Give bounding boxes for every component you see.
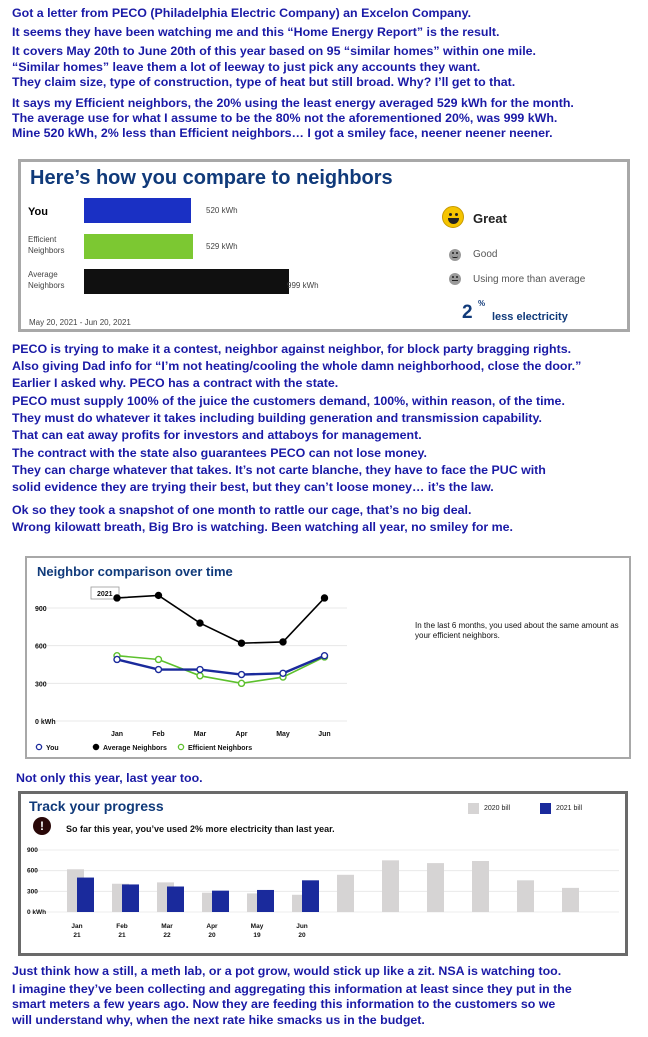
- y-tick-label: 600: [27, 867, 38, 875]
- data-point: [197, 620, 203, 626]
- x-tick-label: 20: [208, 932, 216, 939]
- x-tick-label: Apr: [206, 923, 218, 930]
- row-label-average: [28, 269, 64, 291]
- data-point: [197, 667, 203, 673]
- data-point: [156, 592, 162, 598]
- y-tick-label: 600: [35, 643, 47, 651]
- bar-2021: [212, 891, 229, 912]
- data-point: [280, 670, 286, 676]
- x-tick-label: May: [276, 731, 290, 738]
- percent-value: 2: [462, 302, 473, 323]
- bar-2021: [77, 878, 94, 912]
- time-comparison-card: [25, 556, 631, 759]
- data-point: [114, 595, 120, 601]
- label-line: Neighbors: [28, 246, 65, 255]
- legend-marker: [178, 744, 183, 749]
- date-range: May 20, 2021 - Jun 20, 2021: [29, 318, 131, 327]
- progress-message: So far this year, you’ve used 2% more electricity than last year.: [66, 824, 335, 834]
- x-tick-label: May: [250, 923, 264, 930]
- between-text: [16, 771, 646, 786]
- x-tick-label: Mar: [161, 923, 173, 930]
- outro-text: [12, 964, 642, 1028]
- y-tick-label: 300: [27, 888, 38, 896]
- data-point: [156, 656, 162, 662]
- data-point: [197, 673, 203, 679]
- x-tick-label: Feb: [116, 923, 128, 930]
- bar-efficient-neighbors: [84, 234, 193, 259]
- rating-over: Using more than average: [473, 274, 586, 285]
- intro-line: They claim size, type of construction, type of heat but still broad. Why? I’ll get to that.: [12, 74, 516, 89]
- middle-line: Wrong kilowatt breath, Big Bro is watching. Been watching all year, no smiley for me.: [12, 520, 514, 535]
- legend-marker: [36, 744, 41, 749]
- series-line-average-neighbors: [117, 595, 325, 643]
- legend-label: Average Neighbors: [103, 745, 167, 752]
- year-label: 2021: [97, 591, 113, 598]
- value-you: 520 kWh: [206, 206, 238, 215]
- y-tick-label: 300: [35, 681, 47, 689]
- bar-you: [84, 198, 191, 223]
- bar-2021: [257, 890, 274, 912]
- between-line: Not only this year, last year too.: [16, 771, 203, 785]
- compare-card: [18, 159, 630, 332]
- time-chart-title: Neighbor comparison over time: [37, 564, 233, 579]
- progress-card: [18, 791, 628, 956]
- y-tick-label: 0 kWh: [27, 909, 47, 916]
- middle-text: [12, 342, 642, 535]
- middle-line: PECO is trying to make it a contest, neighbor against neighbor, for block party bragging rights.: [12, 342, 572, 356]
- data-point: [239, 640, 245, 646]
- bar-2020: [472, 861, 489, 912]
- middle-line: Earlier I asked why. PECO has a contract with the state.: [12, 376, 339, 391]
- legend-marker: [93, 744, 98, 749]
- bar-2020: [562, 888, 579, 912]
- x-tick-label: 20: [298, 932, 306, 939]
- label-line: Average: [28, 270, 58, 279]
- intro-line: It seems they have been watching me and this “Home Energy Report” is the result.: [12, 25, 500, 40]
- intro-text: [12, 6, 642, 142]
- x-tick-label: 22: [163, 932, 171, 939]
- x-tick-label: Jun: [296, 923, 308, 930]
- rating-good: Good: [473, 249, 498, 260]
- bar-2021: [167, 887, 184, 912]
- value-average: 999 kWh: [287, 281, 319, 290]
- alert-icon: !: [33, 817, 51, 835]
- x-tick-label: Jun: [318, 731, 331, 738]
- bar-2021: [122, 884, 139, 912]
- percent-text: less electricity: [492, 311, 568, 323]
- middle-line: They can charge whatever that takes. It’s not carte blanche, they have to face the PUC with: [12, 463, 546, 478]
- data-point: [322, 653, 328, 659]
- frown-icon: [449, 273, 461, 285]
- data-point: [280, 639, 286, 645]
- data-point: [156, 667, 162, 673]
- bar-2020: [427, 863, 444, 912]
- x-tick-label: Feb: [152, 731, 165, 738]
- smiley-good-icon: [449, 249, 461, 261]
- intro-line: “Similar homes” leave them a lot of leeway to just pick any accounts they want.: [12, 59, 481, 74]
- x-tick-label: Jan: [110, 731, 124, 738]
- y-tick-label: 900: [35, 606, 47, 613]
- middle-line: They must do whatever it takes including building generation and transmission capability.: [12, 410, 542, 425]
- progress-title: Track your progress: [29, 798, 164, 814]
- x-tick-label: Jan: [71, 923, 83, 930]
- intro-line: It says my Efficient neighbors, the 20% using the least energy averaged 529 kWh for the month.: [12, 96, 574, 111]
- y-tick-label: 900: [27, 847, 38, 854]
- outro-line: smart meters a few years ago. Now they are feeding this information to the customers so we: [12, 997, 556, 1012]
- outro-line: will understand why, when the next rate hike smacks us in the budget.: [12, 1012, 425, 1027]
- legend-2021: 2021 bill: [556, 805, 583, 812]
- smiley-great-icon: [442, 206, 464, 228]
- legend-label: You: [46, 745, 59, 752]
- row-label-efficient: [28, 234, 64, 256]
- label-line: Neighbors: [28, 281, 65, 290]
- intro-line: The average use for what I assume to be the 80% not the aforementioned 20%, was 999 kWh.: [12, 111, 558, 126]
- middle-line: PECO must supply 100% of the juice the customers demand, 100%, within reason, of the time.: [12, 393, 565, 408]
- bar-2021: [302, 880, 319, 912]
- middle-line: Also giving Dad info for “I’m not heating/cooling the whole damn neighborhood, close the door.”: [12, 359, 582, 374]
- bar-average-neighbors: [84, 269, 289, 294]
- x-tick-label: 19: [253, 932, 261, 939]
- legend-2020: 2020 bill: [484, 805, 511, 812]
- x-tick-label: 21: [73, 932, 81, 939]
- row-label-you: You: [28, 206, 48, 218]
- progress-bar-chart: [21, 794, 625, 953]
- outro-line: I imagine they’ve been collecting and aggregating this information at least since they put in the: [12, 982, 572, 997]
- middle-line: Ok so they took a snapshot of one month to rattle our cage, that’s no big deal.: [12, 502, 472, 517]
- bar-2020: [517, 880, 534, 912]
- bar-2020: [337, 875, 354, 912]
- data-point: [239, 672, 245, 678]
- time-chart-note: In the last 6 months, you used about the same amount as your efficient neighbors.: [415, 621, 619, 640]
- bar-2020: [382, 860, 399, 912]
- intro-line: Mine 520 kWh, 2% less than Efficient neighbors… I got a smiley face, neener neener neener.: [12, 126, 553, 141]
- outro-line: Just think how a still, a meth lab, or a pot grow, would stick up like a zit. NSA is watching too.: [12, 964, 562, 978]
- percent-sign: %: [478, 299, 486, 308]
- compare-title: Here’s how you compare to neighbors: [30, 167, 393, 189]
- label-line: Efficient: [28, 235, 57, 244]
- data-point: [239, 680, 245, 686]
- rating-great: Great: [473, 211, 507, 226]
- data-point: [322, 595, 328, 601]
- intro-line: Got a letter from PECO (Philadelphia Electric Company) an Excelon Company.: [12, 6, 472, 20]
- middle-line: The contract with the state also guarantees PECO can not lose money.: [12, 446, 427, 461]
- intro-line: It covers May 20th to June 20th of this year based on 95 “similar homes” within one mile.: [12, 44, 536, 59]
- middle-line: That can eat away profits for investors and attaboys for management.: [12, 428, 422, 443]
- data-point: [114, 656, 120, 662]
- legend-label: Efficient Neighbors: [188, 745, 253, 752]
- y-tick-label: 0 kWh: [35, 719, 56, 726]
- value-efficient: 529 kWh: [206, 242, 238, 251]
- x-tick-label: Apr: [235, 731, 248, 738]
- time-line-chart: [27, 558, 629, 757]
- x-tick-label: Mar: [193, 731, 207, 738]
- x-tick-label: 21: [118, 932, 126, 939]
- middle-line: solid evidence they are trying their best, but they can’t loose money… it’s the law.: [12, 479, 494, 494]
